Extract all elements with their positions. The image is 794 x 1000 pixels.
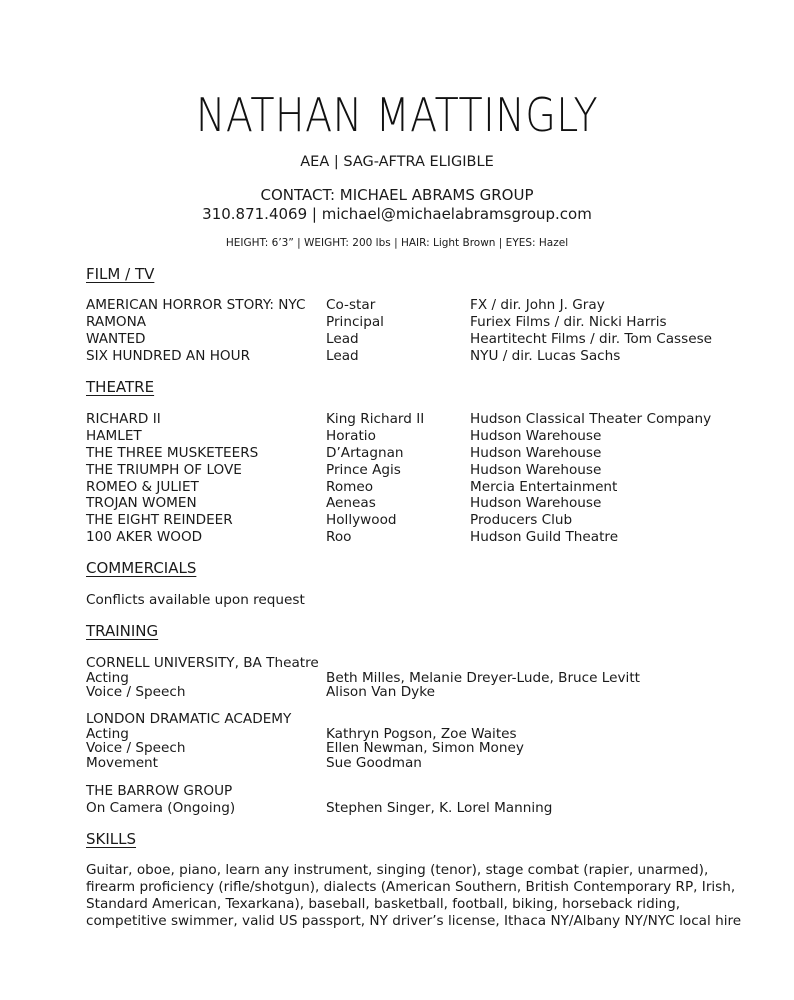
training-row — [0, 800, 794, 817]
section-heading-theatre: THEATRE — [86, 378, 155, 396]
skills-line: Guitar, oboe, piano, learn any instrument, singing (tenor), stage combat (rapier, unarmed), — [86, 862, 709, 878]
credit-role: D’Artagnan — [326, 445, 404, 461]
section-heading-commercials: COMMERCIALS — [86, 559, 197, 577]
credit-title: TROJAN WOMEN — [86, 495, 197, 511]
credit-title: AMERICAN HORROR STORY: NYC — [86, 297, 306, 313]
credit-company: Hudson Guild Theatre — [470, 529, 619, 545]
training-teachers: Sue Goodman — [326, 755, 422, 771]
training-subject: Acting — [86, 726, 129, 742]
credit-row — [0, 445, 794, 462]
credit-title: 100 AKER WOOD — [86, 529, 203, 545]
skills-line: competitive swimmer, valid US passport, NY driver’s license, Ithaca NY/Albany NY/NYC local hire — [86, 913, 742, 929]
credit-row — [0, 479, 794, 496]
credit-role: Prince Agis — [326, 462, 401, 478]
credit-company: Hudson Warehouse — [470, 462, 602, 478]
credit-row — [0, 428, 794, 445]
training-subject: Voice / Speech — [86, 740, 186, 756]
credit-company: Heartitecht Films / dir. Tom Cassese — [470, 331, 713, 347]
skills-line: Standard American, Texarkana), baseball, basketball, football, biking, horseback riding, — [86, 896, 681, 912]
training-subject: Acting — [86, 670, 129, 686]
training-school — [0, 783, 794, 800]
credit-title: THE EIGHT REINDEER — [86, 512, 233, 528]
contact-agency: CONTACT: MICHAEL ABRAMS GROUP — [260, 186, 534, 204]
credit-row — [0, 512, 794, 529]
training-teachers: Stephen Singer, K. Lorel Manning — [326, 800, 553, 816]
skills-list — [86, 862, 742, 930]
section-heading-skills: SKILLS — [86, 830, 137, 848]
credit-role: Hollywood — [326, 512, 397, 528]
credit-row — [0, 331, 794, 348]
credit-title: THE THREE MUSKETEERS — [86, 445, 259, 461]
credit-role: Lead — [326, 331, 359, 347]
union-status: AEA | SAG-AFTRA ELIGIBLE — [300, 154, 494, 170]
credit-title: HAMLET — [86, 428, 142, 444]
credit-role: Principal — [326, 314, 384, 330]
training-teachers: Kathryn Pogson, Zoe Waites — [326, 726, 517, 742]
credit-role: King Richard II — [326, 411, 425, 427]
credit-row — [0, 314, 794, 331]
training-subject: Voice / Speech — [86, 684, 186, 700]
training-teachers: Alison Van Dyke — [326, 684, 435, 700]
credit-row — [0, 462, 794, 479]
contact-details: 310.871.4069 | michael@michaelabramsgroup.com — [202, 205, 592, 223]
credit-company: Hudson Warehouse — [470, 445, 602, 461]
school-name: THE BARROW GROUP — [86, 783, 233, 799]
credit-company: Mercia Entertainment — [470, 479, 618, 495]
credit-role: Aeneas — [326, 495, 376, 511]
school-name: CORNELL UNIVERSITY, BA Theatre — [86, 655, 319, 671]
skills-line: firearm proficiency (rifle/shotgun), dialects (American Southern, British Contemporary RP, Irish, — [86, 879, 736, 895]
commercials-note: Conflicts available upon request — [86, 592, 305, 608]
physical-stats: HEIGHT: 6’3” | WEIGHT: 200 lbs | HAIR: Light Brown | EYES: Hazel — [225, 237, 569, 249]
training-row — [0, 755, 794, 772]
section-heading-training: TRAINING — [86, 622, 159, 640]
credit-role: Co-star — [326, 297, 376, 313]
credit-company: Hudson Warehouse — [470, 495, 602, 511]
credit-row — [0, 495, 794, 512]
credit-role: Roo — [326, 529, 352, 545]
credit-title: WANTED — [86, 331, 146, 347]
credit-company: Hudson Warehouse — [470, 428, 602, 444]
credit-title: THE TRIUMPH OF LOVE — [86, 462, 242, 478]
credit-row — [0, 348, 794, 365]
credit-row — [0, 411, 794, 428]
credit-row — [0, 529, 794, 546]
section-heading-film-tv: FILM / TV — [86, 265, 155, 283]
training-subject: Movement — [86, 755, 159, 771]
credit-row — [0, 297, 794, 314]
credit-company: NYU / dir. Lucas Sachs — [470, 348, 621, 364]
training-row — [0, 684, 794, 701]
credit-title: ROMEO & JULIET — [86, 479, 199, 495]
credit-role: Horatio — [326, 428, 376, 444]
credit-company: Producers Club — [470, 512, 573, 528]
training-teachers: Ellen Newman, Simon Money — [326, 740, 524, 756]
school-name: LONDON DRAMATIC ACADEMY — [86, 711, 292, 727]
credit-company: Hudson Classical Theater Company — [470, 411, 712, 427]
training-teachers: Beth Milles, Melanie Dreyer-Lude, Bruce Levitt — [326, 670, 640, 686]
credit-company: FX / dir. John J. Gray — [470, 297, 605, 313]
actor-name: NATHAN MATTINGLY — [195, 88, 599, 142]
credit-title: SIX HUNDRED AN HOUR — [86, 348, 251, 364]
credit-role: Romeo — [326, 479, 374, 495]
credit-role: Lead — [326, 348, 359, 364]
training-subject: On Camera (Ongoing) — [86, 800, 236, 816]
credit-company: Furiex Films / dir. Nicki Harris — [470, 314, 667, 330]
credit-title: RICHARD II — [86, 411, 161, 427]
credit-title: RAMONA — [86, 314, 147, 330]
